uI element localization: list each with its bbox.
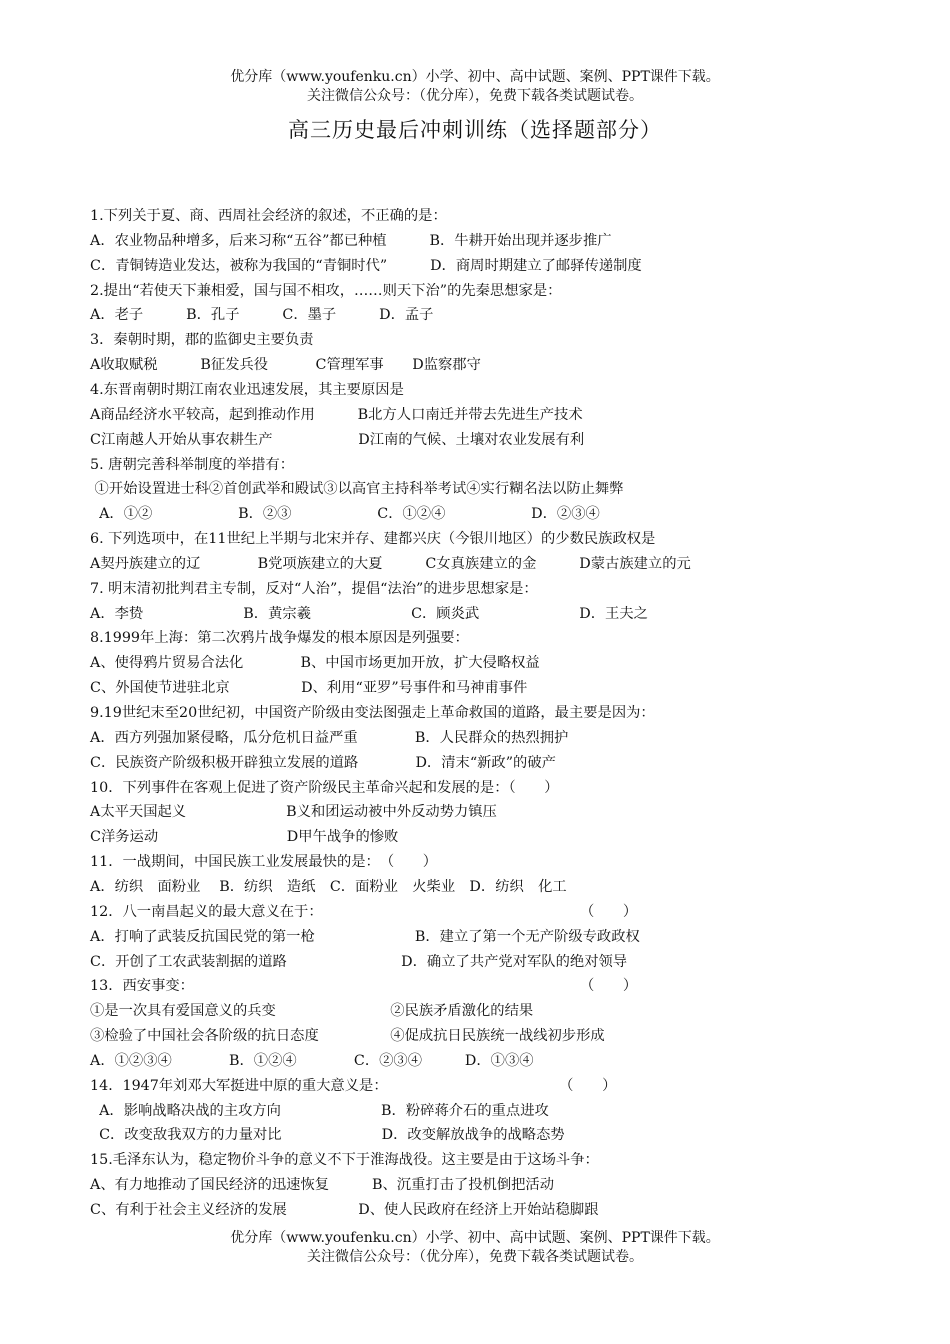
text-line: 8.1999年上海：第二次鸦片战争爆发的根本原因是列强要：	[90, 630, 469, 647]
text-line: C、外国使节进驻北京 D、利用“亚罗”号事件和马神甫事件	[90, 680, 528, 697]
text-line: A．①② B．②③ C．①②④ D．②③④	[90, 506, 600, 523]
text-line: A太平天国起义 B义和团运动被中外反动势力镇压	[90, 804, 497, 821]
text-line: A．影响战略决战的主攻方向 B．粉碎蒋介石的重点进攻	[90, 1102, 549, 1119]
text-line: 5. 唐朝完善科举制度的举措有：	[90, 456, 295, 473]
text-line: A商品经济水平较高，起到推动作用 B北方人口南迁并带去先进生产技术	[90, 406, 583, 423]
text-line: A．李贽 B．黄宗羲 C．顾炎武 D．王夫之	[90, 605, 648, 622]
text-line: A．打响了武装反抗国民党的第一枪 B．建立了第一个无产阶级专政政权	[90, 928, 640, 945]
text-line: C．民族资产阶级积极开辟独立发展的道路 D．清末“新政”的破产	[90, 754, 556, 771]
text-line: A、使得鸦片贸易合法化 B、中国市场更加开放，扩大侵略权益	[90, 655, 540, 672]
header-line-1: 优分库（www.youfenku.cn）小学、初中、高中试题、案例、PPT课件下载。	[230, 69, 720, 85]
text-line: 11．一战期间，中国民族工业发展最快的是： （ ）	[90, 854, 438, 871]
page-title: 高三历史最后冲刺训练（选择题部分）	[288, 118, 662, 142]
text-line: C．青铜铸造业发达，被称为我国的“青铜时代” D．商周时期建立了邮驿传递制度	[90, 257, 642, 274]
text-line: 7. 明末清初批判君主专制，反对“人治”，提倡“法治”的进步思想家是：	[90, 580, 538, 597]
text-line: A收取赋税 B征发兵役 C管理军事 D监察郡守	[90, 357, 481, 374]
text-line: C洋务运动 D甲午战争的惨败	[90, 829, 399, 846]
text-line: A．纺织 面粉业 B．纺织 造纸 C．面粉业 火柴业 D．纺织 化工	[90, 878, 567, 895]
text-line: A．西方列强加紧侵略，瓜分危机日益严重 B．人民群众的热烈拥护	[90, 729, 569, 746]
header-line-2: 关注微信公众号：（优分库），免费下载各类试题试卷。	[307, 88, 643, 104]
footer-line-2: 关注微信公众号：（优分库），免费下载各类试题试卷。	[307, 1249, 643, 1265]
text-line: A．①②③④ B．①②④ C．②③④ D．①③④	[90, 1052, 534, 1069]
text-line: 10．下列事件在客观上促进了资产阶级民主革命兴起和发展的是：（ ）	[90, 779, 559, 796]
text-line: 4.东晋南朝时期江南农业迅速发展，其主要原因是	[90, 381, 404, 398]
text-line: 1.下列关于夏、商、西周社会经济的叙述，不正确的是：	[90, 208, 447, 224]
text-line: C．开创了工农武装割据的道路 D．确立了共产党对军队的绝对领导	[90, 953, 628, 970]
text-line: 9.19世纪末至20世纪初，中国资产阶级由变法图强走上革命救国的道路，最主要是因为：	[90, 705, 655, 721]
text-line: 12．八一南昌起义的最大意义在于： （ ）	[90, 903, 638, 920]
text-line: ①是一次具有爱国意义的兵变 ②民族矛盾激化的结果	[90, 1003, 534, 1020]
text-line: 14．1947年刘邓大军挺进中原的重大意义是： （ ）	[90, 1077, 617, 1094]
text-line: 2.提出“若使天下兼相爱，国与国不相攻，……则天下治”的先秦思想家是：	[90, 282, 562, 299]
text-line: ①开始设置进士科②首创武举和殿试③以高官主持科举考试④实行糊名法以防止舞弊	[90, 481, 624, 498]
text-line: C．改变敌我双方的力量对比 D．改变解放战争的战略态势	[90, 1127, 565, 1144]
text-line: 13．西安事变： （ ）	[90, 978, 638, 995]
text-line: A．农业物品种增多，后来习称“五谷”都已种植 B．牛耕开始出现并逐步推广	[90, 232, 612, 249]
text-line: 3．秦朝时期，郡的监御史主要负责	[90, 332, 314, 349]
text-line: ③检验了中国社会各阶级的抗日态度 ④促成抗日民族统一战线初步形成	[90, 1028, 605, 1045]
text-line: C江南越人开始从事农耕生产 D江南的气候、土壤对农业发展有利	[90, 431, 585, 448]
footer-line-1: 优分库（www.youfenku.cn）小学、初中、高中试题、案例、PPT课件下载。	[230, 1230, 720, 1246]
text-line: 6. 下列选项中，在11世纪上半期与北宋并存、建都兴庆（今银川地区）的少数民族政权是	[90, 531, 656, 548]
text-line: C、有利于社会主义经济的发展 D、使人民政府在经济上开始站稳脚跟	[90, 1202, 599, 1218]
text-line: A契丹族建立的辽 B党项族建立的大夏 C女真族建立的金 D蒙古族建立的元	[90, 555, 691, 572]
text-line: A．老子 B．孔子 C．墨子 D．孟子	[90, 307, 434, 324]
text-line: 15.毛泽东认为，稳定物价斗争的意义不下于淮海战役。这主要是由于这场斗争：	[90, 1152, 599, 1169]
text-line: A、有力地推动了国民经济的迅速恢复 B、沉重打击了投机倒把活动	[90, 1177, 555, 1194]
